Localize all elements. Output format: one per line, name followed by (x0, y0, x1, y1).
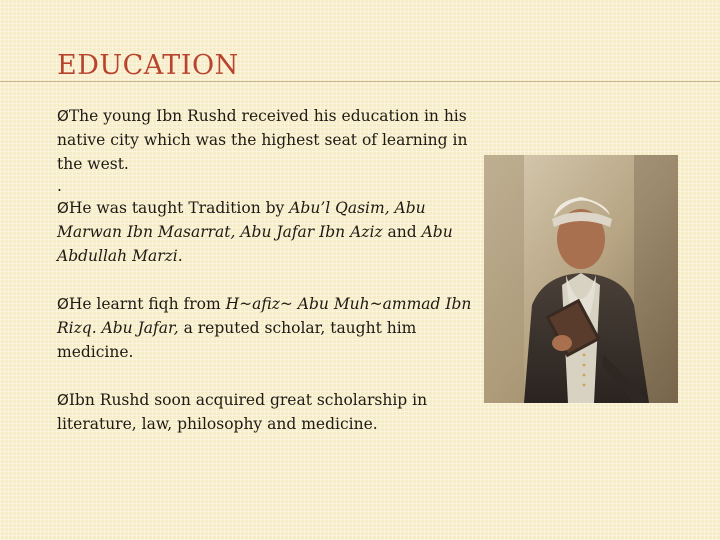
bullet-text: He learnt fiqh from (68, 295, 226, 313)
stray-dot: . (57, 177, 62, 195)
arrow-bullet-icon: Ø (57, 391, 69, 409)
bullet-item-education (57, 104, 477, 176)
bullet-text: The young Ibn Rushd received his education in his native city which was the highest seat of learning in the west. (57, 107, 468, 173)
teacher-name: Abu Abdullah Marzi. (57, 223, 453, 265)
bullet-text: He was taught Tradition by (68, 199, 290, 217)
slide-title: EDUCATION (57, 50, 239, 81)
bullet-list (57, 104, 477, 460)
arrow-bullet-icon: Ø (57, 199, 69, 217)
bullet-text: and (382, 223, 422, 241)
bullet-text: Ibn Rushd soon acquired great scholarship in literature, law, philosophy and medicine. (57, 391, 428, 433)
bullet-item-scholarship (57, 388, 477, 436)
bullet-item-tradition (57, 196, 477, 268)
portrait-illustration (484, 155, 678, 403)
bullet-item-fiqh (57, 292, 477, 364)
title-divider (0, 81, 720, 82)
teacher-names: H~afiz~ Abu Muh~ammad Ibn Rizq. Abu Jafar, (57, 295, 472, 337)
arrow-bullet-icon: Ø (57, 107, 69, 125)
teacher-names: Abu’l Qasim, Abu Marwan Ibn Masarrat, Abu Jafar Ibn Aziz (57, 199, 426, 241)
arrow-bullet-icon: Ø (57, 295, 69, 313)
portrait-photo (484, 155, 678, 403)
bullet-text: a reputed scholar, taught him medicine. (57, 319, 417, 361)
